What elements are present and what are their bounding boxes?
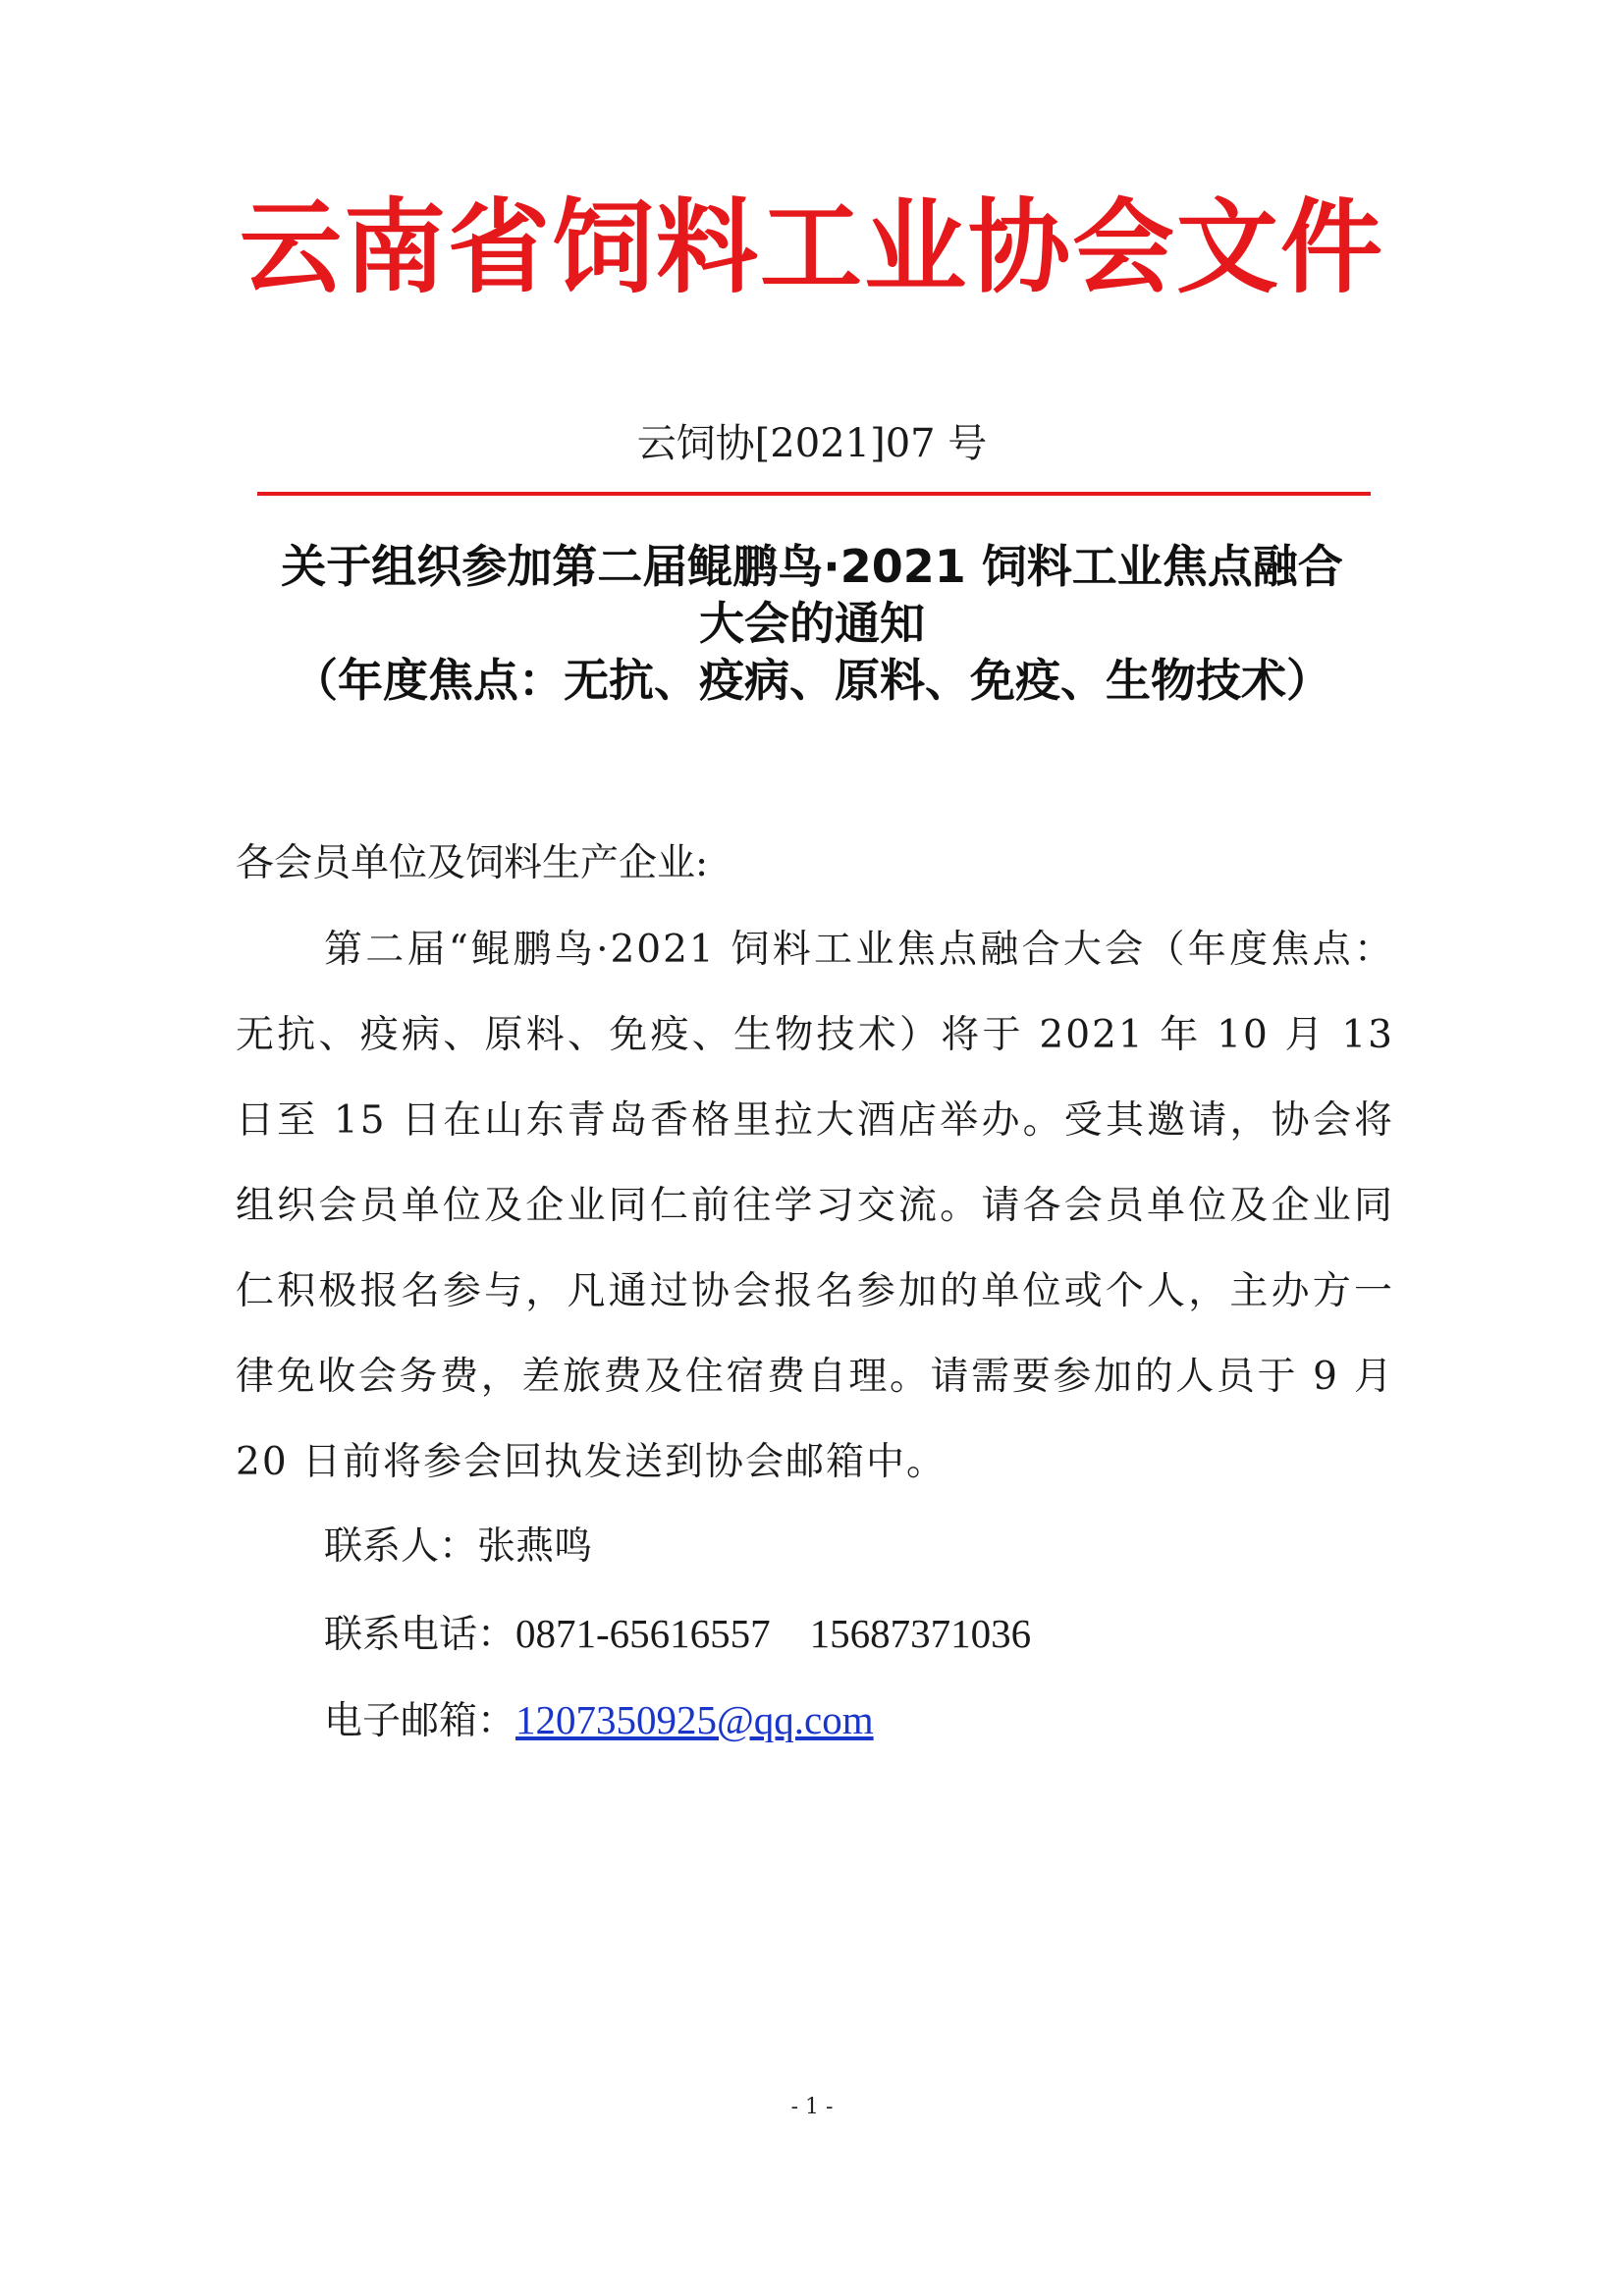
contact-email-line <box>324 1697 874 1743</box>
contact-phone-line <box>324 1611 1032 1657</box>
title-line-1: 关于组织参加第二届鲲鹏鸟·2021 饲料工业焦点融合 <box>281 540 1343 593</box>
contact-person-label: 联系人： <box>324 1524 478 1569</box>
contact-phone-2: 15687371036 <box>809 1611 1032 1656</box>
notice-title <box>196 538 1428 709</box>
contact-email-label: 电子邮箱： <box>324 1699 516 1743</box>
title-line-3: （年度焦点：无抗、疫病、原料、免疫、生物技术） <box>293 654 1331 707</box>
org-header-title: 云南省饲料工业协会文件 <box>239 187 1384 307</box>
red-divider-line <box>257 492 1371 496</box>
title-line-2: 大会的通知 <box>699 597 925 650</box>
contact-phone-1: 0871-65616557 <box>515 1611 771 1656</box>
contact-person-name: 张燕鸣 <box>477 1524 593 1569</box>
email-link[interactable]: 1207350925@qq.com <box>515 1697 874 1742</box>
page-number: - 1 - <box>790 2095 834 2119</box>
salutation: 各会员单位及饲料生产企业: <box>236 841 709 885</box>
body-paragraph: 第二届“鲲鹏鸟·2021 饲料工业焦点融合大会（年度焦点：无抗、疫病、原料、免疫、生物技术）将于 2021 年 10 月 13 日至 15 日在山东青岛香格里拉大酒店举办。受其邀请，协会将组织会员单位及企业同仁前往学习交流。请各会员单位及企业同仁积极报名参与，凡通过协会报名参加的单位或个人，主办方一律免收会务费，差旅费及住宿费自理。请需要参加的人员于 9 月 20 日前将参会回执发送到协会邮箱中。 <box>236 928 1394 1484</box>
contact-person-line <box>324 1524 593 1569</box>
document-number: 云饲协[2021]07 号 <box>636 421 988 466</box>
contact-phone-label: 联系电话： <box>324 1613 516 1657</box>
